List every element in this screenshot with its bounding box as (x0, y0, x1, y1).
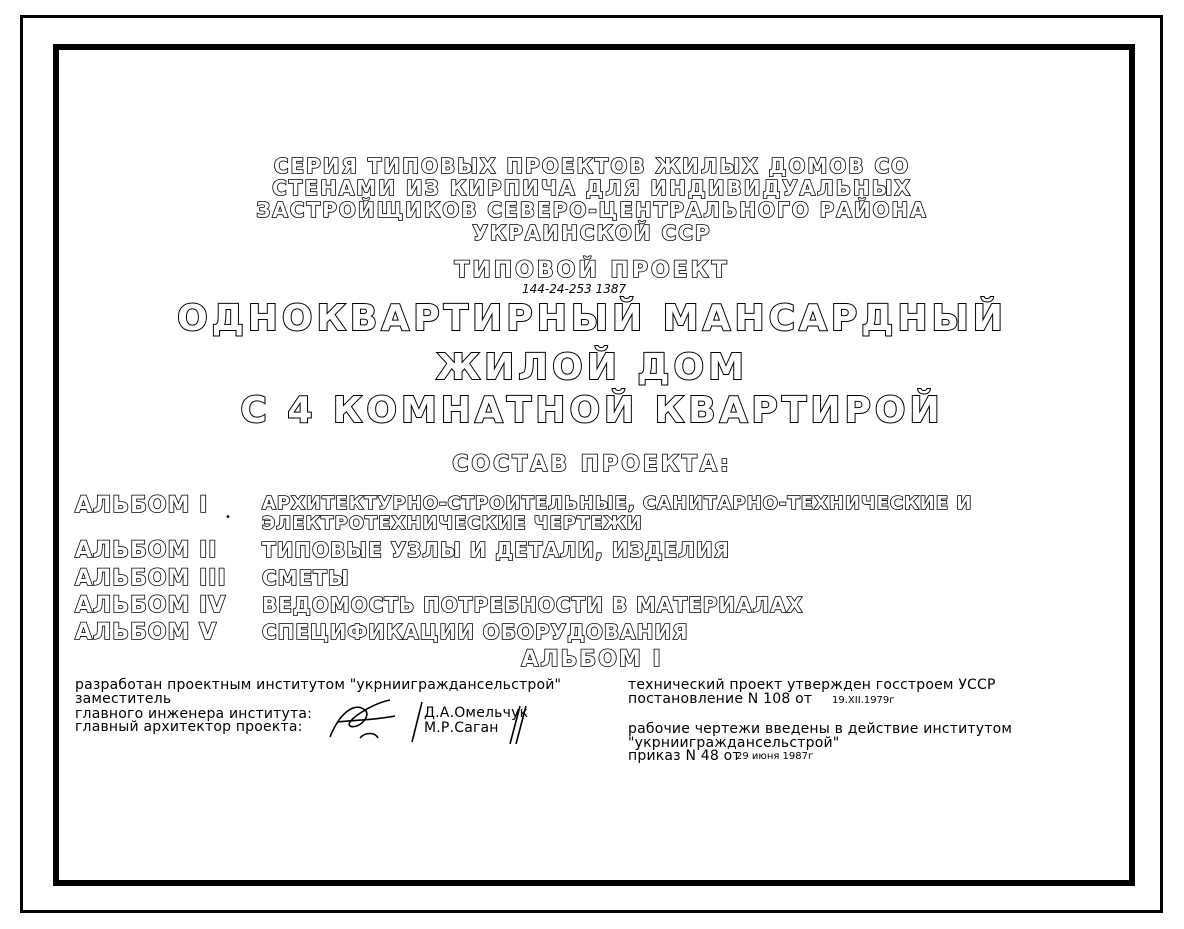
series-line-2: СТЕНАМИ ИЗ КИРПИЧА ДЛЯ ИНДИВИДУАЛЬНЫХ (272, 176, 912, 200)
album-1-label: АЛЬБОМ I (75, 493, 209, 518)
bullet-dot: • (225, 512, 231, 523)
title-line-2: ЖИЛОЙ ДОМ (436, 347, 748, 388)
project-number: 144-24-253 1387 (522, 282, 627, 296)
album-4-desc: ВЕДОМОСТЬ ПОТРЕБНОСТИ В МАТЕРИАЛАХ (262, 593, 804, 617)
approved-text: технический проект утвержден госстроем УССР (628, 677, 996, 693)
album-3-desc: СМЕТЫ (262, 566, 350, 590)
album-3-label: АЛЬБОМ III (75, 566, 227, 591)
chief-architect-label: главный архитектор проекта: (75, 719, 303, 735)
album-2-label: АЛЬБОМ II (75, 538, 218, 563)
institute-name: "укрнииграждансельстрой" (628, 735, 840, 751)
album-1-desc: АРХИТЕКТУРНО-СТРОИТЕЛЬНЫЕ, САНИТАРНО-ТЕХНИЧЕСКИЕ И (262, 493, 973, 514)
title-line-1: ОДНОКВАРТИРНЫЙ МАНСАРДНЫЙ (177, 298, 1007, 339)
album-1-desc-2: ЭЛЕКТРОТЕХНИЧЕСКИЕ ЧЕРТЕЖИ (262, 513, 643, 534)
album-2-desc: ТИПОВЫЕ УЗЛЫ И ДЕТАЛИ, ИЗДЕЛИЯ (262, 538, 731, 562)
deputy-label: заместитель (75, 691, 172, 707)
composition-heading: СОСТАВ ПРОЕКТА: (452, 452, 732, 477)
series-line-4: УКРАИНСКОЙ ССР (472, 221, 712, 245)
enacted-text: рабочие чертежи введены в действие институтом (628, 721, 1013, 737)
developed-by: разработан проектным институтом "укрнииграждансельстрой" (75, 677, 562, 693)
name-omelchuk: Д.А.Омельчук (424, 705, 529, 721)
signature-mark (320, 692, 410, 747)
name-sagan: М.Р.Саган (424, 720, 499, 736)
chief-engineer-label: главного инженера института: (75, 706, 313, 722)
album-5-desc: СПЕЦИФИКАЦИИ ОБОРУДОВАНИЯ (262, 620, 689, 644)
series-line-1: СЕРИЯ ТИПОВЫХ ПРОЕКТОВ ЖИЛЫХ ДОМОВ СО (273, 154, 911, 178)
order-date: 29 июня 1987г (736, 751, 814, 762)
order-text: приказ N 48 от (628, 748, 741, 764)
current-album: АЛЬБОМ I (521, 647, 663, 672)
resolution-date: 19.XII.1979г (832, 695, 895, 706)
album-4-label: АЛЬБОМ IV (75, 593, 227, 618)
series-line-3: ЗАСТРОЙЩИКОВ СЕВЕРО-ЦЕНТРАЛЬНОГО РАЙОНА (256, 198, 928, 222)
resolution-text: постановление N 108 от (628, 691, 813, 707)
title-line-3: С 4 КОМНАТНОЙ КВАРТИРОЙ (240, 390, 944, 431)
project-label: ТИПОВОЙ ПРОЕКТ (454, 258, 730, 283)
album-5-label: АЛЬБОМ V (75, 620, 218, 645)
